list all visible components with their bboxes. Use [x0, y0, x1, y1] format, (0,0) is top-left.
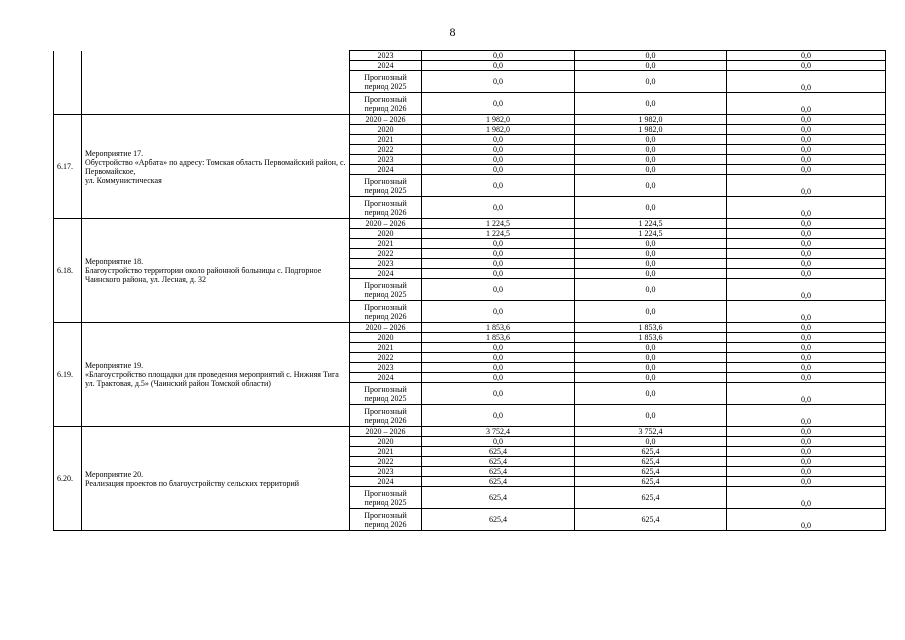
value-source-cell: 0,0 — [575, 155, 727, 165]
value-other-cell: 0,0 — [727, 93, 886, 115]
period-cell: 2023 — [350, 259, 422, 269]
value-other-cell: 0,0 — [727, 383, 886, 405]
value-total-cell: 625,4 — [422, 487, 575, 509]
value-source-cell: 1 853,6 — [575, 323, 727, 333]
value-source-cell: 0,0 — [575, 269, 727, 279]
value-source-cell: 0,0 — [575, 71, 727, 93]
value-total-cell: 625,4 — [422, 477, 575, 487]
period-cell: 2023 — [350, 155, 422, 165]
period-cell: Прогнозный период 2026 — [350, 93, 422, 115]
value-other-cell: 0,0 — [727, 269, 886, 279]
value-total-cell: 625,4 — [422, 447, 575, 457]
value-total-cell: 1 982,0 — [422, 115, 575, 125]
value-source-cell: 1 982,0 — [575, 115, 727, 125]
value-total-cell: 0,0 — [422, 135, 575, 145]
value-source-cell: 625,4 — [575, 509, 727, 531]
value-source-cell: 0,0 — [575, 405, 727, 427]
value-other-cell: 0,0 — [727, 229, 886, 239]
value-total-cell: 0,0 — [422, 373, 575, 383]
budget-table-body — [54, 51, 886, 531]
value-source-cell: 1 224,5 — [575, 229, 727, 239]
value-total-cell: 3 752,4 — [422, 427, 575, 437]
value-total-cell: 1 853,6 — [422, 323, 575, 333]
value-other-cell: 0,0 — [727, 457, 886, 467]
value-other-cell: 0,0 — [727, 363, 886, 373]
period-cell: 2021 — [350, 447, 422, 457]
value-other-cell: 0,0 — [727, 353, 886, 363]
value-source-cell: 625,4 — [575, 447, 727, 457]
table-row — [54, 323, 886, 333]
value-source-cell: 0,0 — [575, 383, 727, 405]
period-cell: 2020 — [350, 125, 422, 135]
table-row — [54, 51, 886, 61]
period-cell: 2020 – 2026 — [350, 115, 422, 125]
value-total-cell: 1 224,5 — [422, 219, 575, 229]
value-other-cell: 0,0 — [727, 509, 886, 531]
period-cell: 2020 — [350, 333, 422, 343]
value-other-cell: 0,0 — [727, 155, 886, 165]
table-row — [54, 427, 886, 437]
value-other-cell: 0,0 — [727, 487, 886, 509]
value-source-cell: 0,0 — [575, 197, 727, 219]
period-cell: 2020 – 2026 — [350, 219, 422, 229]
value-source-cell: 0,0 — [575, 249, 727, 259]
value-total-cell: 0,0 — [422, 353, 575, 363]
value-total-cell: 0,0 — [422, 197, 575, 219]
period-cell: 2024 — [350, 477, 422, 487]
value-source-cell: 0,0 — [575, 373, 727, 383]
value-total-cell: 0,0 — [422, 165, 575, 175]
value-total-cell: 0,0 — [422, 301, 575, 323]
period-cell: 2022 — [350, 145, 422, 155]
value-source-cell: 0,0 — [575, 343, 727, 353]
period-cell: 2024 — [350, 61, 422, 71]
period-cell: 2020 — [350, 437, 422, 447]
period-cell: Прогнозный период 2026 — [350, 405, 422, 427]
value-source-cell: 3 752,4 — [575, 427, 727, 437]
value-other-cell: 0,0 — [727, 165, 886, 175]
value-source-cell: 0,0 — [575, 279, 727, 301]
period-cell: 2020 – 2026 — [350, 427, 422, 437]
value-other-cell: 0,0 — [727, 51, 886, 61]
period-cell: Прогнозный период 2026 — [350, 197, 422, 219]
period-cell: 2023 — [350, 363, 422, 373]
period-cell: Прогнозный период 2025 — [350, 487, 422, 509]
value-total-cell: 0,0 — [422, 239, 575, 249]
value-total-cell: 0,0 — [422, 343, 575, 353]
measure-name: Мероприятие 17. Обустройство «Арбата» по адресу: Томская область Первомайский район, с. Первомайское, ул. Коммунистическая — [82, 115, 350, 219]
period-cell: Прогнозный период 2025 — [350, 383, 422, 405]
value-source-cell: 0,0 — [575, 363, 727, 373]
period-cell: 2024 — [350, 373, 422, 383]
value-source-cell: 625,4 — [575, 487, 727, 509]
value-other-cell: 0,0 — [727, 239, 886, 249]
value-source-cell: 0,0 — [575, 145, 727, 155]
value-other-cell: 0,0 — [727, 343, 886, 353]
value-source-cell: 1 982,0 — [575, 125, 727, 135]
value-source-cell: 0,0 — [575, 93, 727, 115]
measure-number: 6.20. — [54, 427, 82, 531]
value-total-cell: 1 982,0 — [422, 125, 575, 135]
value-source-cell: 625,4 — [575, 457, 727, 467]
measure-number: 6.19. — [54, 323, 82, 427]
value-source-cell: 0,0 — [575, 353, 727, 363]
measure-name: Мероприятие 19. «Благоустройство площадки для проведения мероприятий с. Нижняя Тига ул. Трактовая, д.5» (Чаинский район Томской области) — [82, 323, 350, 427]
measure-number: 6.18. — [54, 219, 82, 323]
period-cell: 2024 — [350, 165, 422, 175]
value-total-cell: 1 853,6 — [422, 333, 575, 343]
value-total-cell: 0,0 — [422, 51, 575, 61]
value-other-cell: 0,0 — [727, 427, 886, 437]
value-other-cell: 0,0 — [727, 71, 886, 93]
value-other-cell: 0,0 — [727, 373, 886, 383]
value-total-cell: 0,0 — [422, 363, 575, 373]
value-total-cell: 0,0 — [422, 145, 575, 155]
value-total-cell: 0,0 — [422, 61, 575, 71]
period-cell: 2022 — [350, 353, 422, 363]
value-total-cell: 0,0 — [422, 269, 575, 279]
value-total-cell: 625,4 — [422, 509, 575, 531]
measure-number: 6.17. — [54, 115, 82, 219]
budget-table — [53, 50, 886, 531]
value-total-cell: 0,0 — [422, 279, 575, 301]
period-cell: 2022 — [350, 457, 422, 467]
value-other-cell: 0,0 — [727, 197, 886, 219]
value-other-cell: 0,0 — [727, 219, 886, 229]
value-source-cell: 0,0 — [575, 135, 727, 145]
value-total-cell: 0,0 — [422, 93, 575, 115]
period-cell: Прогнозный период 2025 — [350, 175, 422, 197]
value-other-cell: 0,0 — [727, 249, 886, 259]
value-total-cell: 0,0 — [422, 155, 575, 165]
value-total-cell: 0,0 — [422, 383, 575, 405]
table-row — [54, 219, 886, 229]
value-other-cell: 0,0 — [727, 437, 886, 447]
value-total-cell: 0,0 — [422, 259, 575, 269]
period-cell: 2023 — [350, 467, 422, 477]
value-source-cell: 0,0 — [575, 259, 727, 269]
value-source-cell: 0,0 — [575, 437, 727, 447]
value-total-cell: 0,0 — [422, 437, 575, 447]
value-total-cell: 1 224,5 — [422, 229, 575, 239]
value-total-cell: 0,0 — [422, 175, 575, 197]
measure-name: Мероприятие 18. Благоустройство территории около районной больницы с. Подгорное Чаинского района, ул. Лесная, д. 32 — [82, 219, 350, 323]
value-source-cell: 0,0 — [575, 165, 727, 175]
table-row — [54, 115, 886, 125]
value-total-cell: 0,0 — [422, 249, 575, 259]
period-cell: 2023 — [350, 51, 422, 61]
period-cell: 2020 — [350, 229, 422, 239]
value-other-cell: 0,0 — [727, 323, 886, 333]
measure-name: Мероприятие 20. Реализация проектов по благоустройству сельских территорий — [82, 427, 350, 531]
value-source-cell: 0,0 — [575, 51, 727, 61]
period-cell: 2024 — [350, 269, 422, 279]
period-cell: 2020 – 2026 — [350, 323, 422, 333]
value-other-cell: 0,0 — [727, 447, 886, 457]
measure-name — [82, 51, 350, 115]
value-other-cell: 0,0 — [727, 175, 886, 197]
measure-number — [54, 51, 82, 115]
value-source-cell: 1 224,5 — [575, 219, 727, 229]
value-other-cell: 0,0 — [727, 135, 886, 145]
period-cell: 2021 — [350, 135, 422, 145]
value-other-cell: 0,0 — [727, 145, 886, 155]
period-cell: Прогнозный период 2026 — [350, 301, 422, 323]
period-cell: Прогнозный период 2025 — [350, 71, 422, 93]
value-source-cell: 625,4 — [575, 467, 727, 477]
value-source-cell: 0,0 — [575, 61, 727, 71]
value-other-cell: 0,0 — [727, 301, 886, 323]
value-other-cell: 0,0 — [727, 333, 886, 343]
period-cell: Прогнозный период 2025 — [350, 279, 422, 301]
value-total-cell: 0,0 — [422, 71, 575, 93]
value-total-cell: 625,4 — [422, 457, 575, 467]
value-source-cell: 625,4 — [575, 477, 727, 487]
period-cell: 2021 — [350, 343, 422, 353]
value-other-cell: 0,0 — [727, 405, 886, 427]
period-cell: Прогнозный период 2026 — [350, 509, 422, 531]
value-source-cell: 0,0 — [575, 175, 727, 197]
value-other-cell: 0,0 — [727, 279, 886, 301]
value-source-cell: 0,0 — [575, 301, 727, 323]
value-total-cell: 0,0 — [422, 405, 575, 427]
period-cell: 2021 — [350, 239, 422, 249]
value-other-cell: 0,0 — [727, 115, 886, 125]
value-other-cell: 0,0 — [727, 61, 886, 71]
value-source-cell: 0,0 — [575, 239, 727, 249]
value-total-cell: 625,4 — [422, 467, 575, 477]
value-other-cell: 0,0 — [727, 125, 886, 135]
page-number: 8 — [449, 25, 456, 39]
value-other-cell: 0,0 — [727, 259, 886, 269]
value-source-cell: 1 853,6 — [575, 333, 727, 343]
period-cell: 2022 — [350, 249, 422, 259]
value-other-cell: 0,0 — [727, 477, 886, 487]
value-other-cell: 0,0 — [727, 467, 886, 477]
